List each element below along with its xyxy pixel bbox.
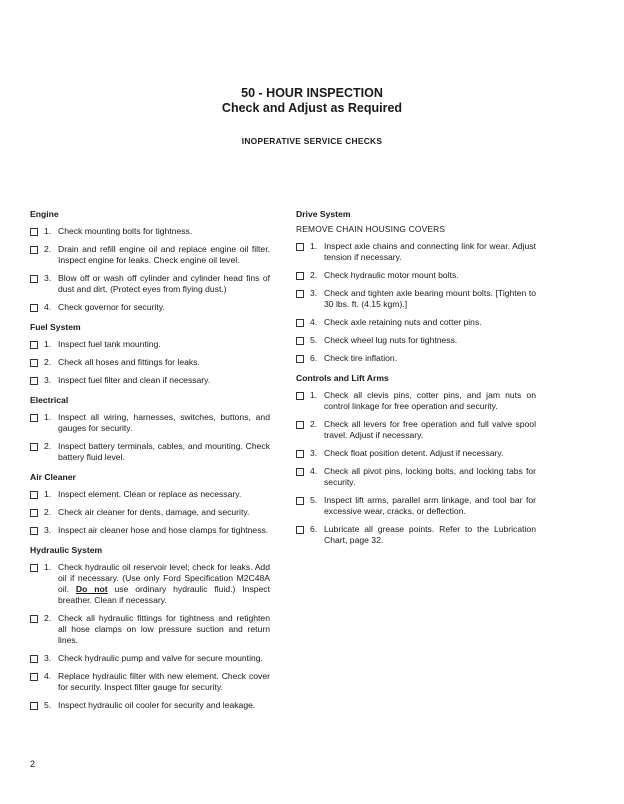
item-number: 1. bbox=[44, 412, 52, 422]
item-text: Inspect lift arms, parallel arm linkage, and tool bar for excessive wear, cracks, or deflection. bbox=[324, 495, 536, 516]
checklist-item bbox=[30, 613, 270, 646]
item-text: Inspect fuel tank mounting. bbox=[58, 339, 161, 349]
item-number: 1. bbox=[44, 226, 52, 236]
checklist-item bbox=[30, 375, 270, 386]
checklist-item bbox=[30, 273, 270, 295]
checklist-item bbox=[30, 507, 270, 518]
page-number: 2 bbox=[30, 759, 36, 769]
section-title: Controls and Lift Arms bbox=[296, 373, 389, 383]
checklist-item bbox=[30, 412, 270, 434]
item-text: Check wheel lug nuts for tightness. bbox=[324, 335, 458, 345]
item-number: 1. bbox=[44, 339, 52, 349]
item-number: 2. bbox=[44, 441, 52, 451]
section-title: Electrical bbox=[30, 395, 69, 405]
checkbox[interactable] bbox=[296, 468, 304, 476]
item-text: Check all hoses and fittings for leaks. bbox=[58, 357, 200, 367]
section-drive-system bbox=[296, 209, 536, 364]
item-number: 6. bbox=[310, 524, 318, 534]
checklist-item bbox=[30, 525, 270, 536]
item-number: 2. bbox=[44, 613, 52, 623]
checkbox[interactable] bbox=[30, 443, 38, 451]
item-text bbox=[58, 562, 270, 606]
item-text: Blow off or wash off cylinder and cylinder head fins of dust and dirt. (Protect eyes from flying dust.) bbox=[58, 273, 270, 294]
item-text: Check float position detent. Adjust if necessary. bbox=[324, 448, 504, 458]
item-text: Check all levers for free operation and full valve spool travel. Adjust if necessary. bbox=[324, 419, 536, 440]
item-number: 1. bbox=[44, 489, 52, 499]
item-text: Inspect element. Clean or replace as necessary. bbox=[58, 489, 242, 499]
item-text: Check all clevis pins, cotter pins, and jam nuts on control linkage for free operation and security. bbox=[324, 390, 536, 411]
checkbox[interactable] bbox=[30, 228, 38, 236]
checkbox[interactable] bbox=[296, 526, 304, 534]
section-title: Drive System bbox=[296, 209, 351, 219]
checkbox[interactable] bbox=[30, 615, 38, 623]
checkbox[interactable] bbox=[30, 702, 38, 710]
item-text: Check and tighten axle bearing mount bolts. [Tighten to 30 lbs. ft. (4.15 kgm).] bbox=[324, 288, 536, 309]
section-title: Hydraulic System bbox=[30, 545, 103, 555]
checklist-item bbox=[30, 562, 270, 606]
item-text: Check hydraulic pump and valve for secure mounting. bbox=[58, 653, 263, 663]
section-engine bbox=[30, 209, 270, 313]
checkbox[interactable] bbox=[30, 564, 38, 572]
item-text: Check all pivot pins, locking bolts, and locking tabs for security. bbox=[324, 466, 536, 487]
checklist-item bbox=[30, 441, 270, 463]
item-text: Inspect all wiring, harnesses, switches, buttons, and gauges for security. bbox=[58, 412, 270, 433]
item-text: Check air cleaner for dents, damage, and security. bbox=[58, 507, 250, 517]
checklist-item bbox=[296, 419, 536, 441]
item-number: 2. bbox=[310, 419, 318, 429]
checklist-item bbox=[30, 700, 270, 711]
checkbox[interactable] bbox=[30, 527, 38, 535]
emphasis-text: Do not bbox=[75, 584, 108, 594]
checklist-item bbox=[296, 241, 536, 263]
page-title bbox=[0, 86, 624, 116]
page-subtitle: INOPERATIVE SERVICE CHECKS bbox=[241, 136, 383, 146]
section-note: REMOVE CHAIN HOUSING COVERS bbox=[296, 224, 446, 234]
item-number: 3. bbox=[44, 375, 52, 385]
item-number: 5. bbox=[44, 700, 52, 710]
checkbox[interactable] bbox=[296, 337, 304, 345]
item-number: 2. bbox=[44, 244, 52, 254]
item-text: Check axle retaining nuts and cotter pins. bbox=[324, 317, 482, 327]
section-title: Air Cleaner bbox=[30, 472, 76, 482]
checkbox[interactable] bbox=[296, 319, 304, 327]
item-text: Replace hydraulic filter with new element. Check cover for security. Inspect filter gauge for security. bbox=[58, 671, 270, 692]
item-number: 5. bbox=[310, 335, 318, 345]
checkbox[interactable] bbox=[30, 377, 38, 385]
item-number: 2. bbox=[44, 357, 52, 367]
checklist-item bbox=[296, 448, 536, 459]
checklist-item bbox=[296, 335, 536, 346]
section-title: Fuel System bbox=[30, 322, 81, 332]
item-number: 4. bbox=[310, 317, 318, 327]
checklist-item bbox=[296, 317, 536, 328]
item-number: 4. bbox=[44, 302, 52, 312]
section-hydraulic-system bbox=[30, 545, 270, 711]
checkbox[interactable] bbox=[30, 655, 38, 663]
item-text: Inspect battery terminals, cables, and mounting. Check battery fluid level. bbox=[58, 441, 270, 462]
item-text-part: Check hydraulic oil reservoir level; check for leaks. Add oil if necessary. (Use only Ford Specification M2C48A oil. bbox=[58, 562, 270, 594]
item-text: Check hydraulic motor mount bolts. bbox=[324, 270, 459, 280]
checkbox[interactable] bbox=[30, 359, 38, 367]
item-text: Inspect axle chains and connecting link for wear. Adjust tension if necessary. bbox=[324, 241, 536, 262]
item-text: Drain and refill engine oil and replace engine oil filter. Inspect engine for leaks. Check engine oil level. bbox=[58, 244, 270, 265]
title-line-2: Check and Adjust as Required bbox=[221, 101, 403, 115]
item-number: 5. bbox=[310, 495, 318, 505]
checklist-item bbox=[30, 302, 270, 313]
checkbox[interactable] bbox=[30, 673, 38, 681]
item-number: 2. bbox=[44, 507, 52, 517]
item-number: 4. bbox=[44, 671, 52, 681]
section-electrical bbox=[30, 395, 270, 463]
item-number: 1. bbox=[310, 241, 318, 251]
item-number: 3. bbox=[44, 273, 52, 283]
item-text: Check tire inflation. bbox=[324, 353, 398, 363]
checklist-item bbox=[296, 288, 536, 310]
item-text: Check all hydraulic fittings for tightness and retighten all hose clamps on low pressure suction and return lines. bbox=[58, 613, 270, 645]
checklist-item bbox=[30, 226, 270, 237]
checklist-item bbox=[296, 524, 536, 546]
item-text: Inspect hydraulic oil cooler for security and leakage. bbox=[58, 700, 256, 710]
checkbox[interactable] bbox=[30, 509, 38, 517]
checkbox[interactable] bbox=[296, 392, 304, 400]
item-number: 3. bbox=[44, 525, 52, 535]
checkbox[interactable] bbox=[30, 414, 38, 422]
item-number: 2. bbox=[310, 270, 318, 280]
item-text: Inspect air cleaner hose and hose clamps for tightness. bbox=[58, 525, 269, 535]
checkbox[interactable] bbox=[30, 246, 38, 254]
checklist-item bbox=[30, 653, 270, 664]
checkbox[interactable] bbox=[30, 341, 38, 349]
left-column bbox=[30, 209, 270, 720]
item-text: Inspect fuel filter and clean if necessary. bbox=[58, 375, 211, 385]
item-text: Lubricate all grease points. Refer to the Lubrication Chart, page 32. bbox=[324, 524, 536, 545]
item-number: 4. bbox=[310, 466, 318, 476]
checklist-item bbox=[296, 466, 536, 488]
checkbox[interactable] bbox=[30, 304, 38, 312]
checklist-item bbox=[30, 339, 270, 350]
checklist-item bbox=[296, 353, 536, 364]
item-number: 3. bbox=[310, 288, 318, 298]
checkbox[interactable] bbox=[296, 290, 304, 298]
section-title: Engine bbox=[30, 209, 59, 219]
item-text: Check governor for security. bbox=[58, 302, 165, 312]
checkbox[interactable] bbox=[296, 497, 304, 505]
checklist-item bbox=[30, 244, 270, 266]
section-fuel-system bbox=[30, 322, 270, 386]
checkbox[interactable] bbox=[296, 243, 304, 251]
checkbox[interactable] bbox=[296, 355, 304, 363]
checklist-item bbox=[296, 495, 536, 517]
checklist-item bbox=[30, 489, 270, 500]
item-number: 1. bbox=[44, 562, 52, 572]
checkbox[interactable] bbox=[30, 275, 38, 283]
section-air-cleaner bbox=[30, 472, 270, 536]
item-number: 1. bbox=[310, 390, 318, 400]
item-text: Check mounting bolts for tightness. bbox=[58, 226, 193, 236]
item-number: 6. bbox=[310, 353, 318, 363]
item-number: 3. bbox=[44, 653, 52, 663]
checklist-item bbox=[30, 671, 270, 693]
title-line-1: 50 - HOUR INSPECTION bbox=[241, 86, 383, 100]
section-controls-and-lift-arms bbox=[296, 373, 536, 546]
right-column bbox=[296, 209, 536, 555]
checklist-item bbox=[296, 270, 536, 281]
checkbox[interactable] bbox=[30, 491, 38, 499]
item-text-part: use ordinary hydraulic fluid.) Inspect breather. Clean if necessary. bbox=[58, 584, 270, 605]
checklist-item bbox=[30, 357, 270, 368]
checkbox[interactable] bbox=[296, 272, 304, 280]
checkbox[interactable] bbox=[296, 421, 304, 429]
checkbox[interactable] bbox=[296, 450, 304, 458]
item-number: 3. bbox=[310, 448, 318, 458]
checklist-item bbox=[296, 390, 536, 412]
